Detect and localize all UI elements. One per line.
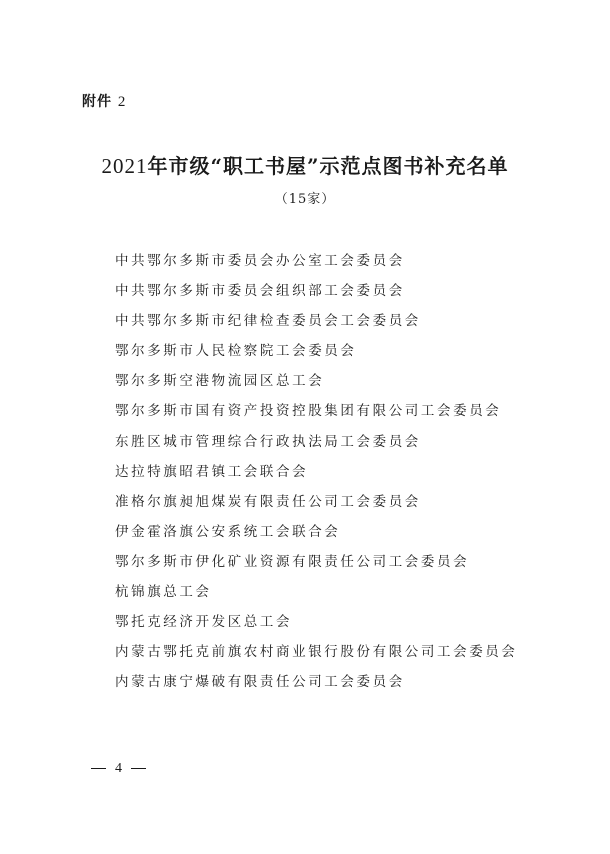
list-item: 内蒙古康宁爆破有限责任公司工会委员会 [115,674,405,691]
list-item: 中共鄂尔多斯市委员会办公室工会委员会 [115,253,405,269]
attachment-number: 2 [117,94,127,110]
list-item: 达拉特旗昭君镇工会联合会 [115,463,309,480]
page-number: 4 [115,761,122,776]
document-subtitle: （15家） [274,192,336,207]
list-item: 鄂尔多斯市人民检察院工会委员会 [115,343,357,360]
list-item: 鄂尔多斯空港物流园区总工会 [115,373,325,390]
title-text: 年市级“职工书屋”示范点图书补充名单 [147,154,509,178]
list-item: 中共鄂尔多斯市委员会组织部工会委员会 [115,283,405,300]
list-item: 中共鄂尔多斯市纪律检查委员会工会委员会 [115,313,421,330]
page-footer [91,761,146,777]
list-item: 鄂托克经济开发区总工会 [115,614,293,631]
list-item: 鄂尔多斯市国有资产投资控股集团有限公司工会委员会 [115,403,502,420]
list-item: 内蒙古鄂托克前旗农村商业银行股份有限公司工会委员会 [115,644,518,661]
attachment-label [82,91,126,111]
list-item: 鄂尔多斯市伊化矿业资源有限责任公司工会委员会 [115,553,470,570]
list-item: 准格尔旗昶旭煤炭有限责任公司工会委员会 [115,493,421,510]
list-item: 伊金霍洛旗公安系统工会联合会 [115,523,341,540]
list-item: 杭锦旗总工会 [115,584,212,601]
footer-dash-right [131,768,146,769]
entry-list [115,246,518,697]
document-title [0,150,610,179]
footer-dash-left [91,768,106,769]
attachment-label-text: 附件 [82,94,112,110]
list-item: 东胜区城市管理综合行政执法局工会委员会 [115,433,421,450]
title-year: 2021 [101,154,148,178]
